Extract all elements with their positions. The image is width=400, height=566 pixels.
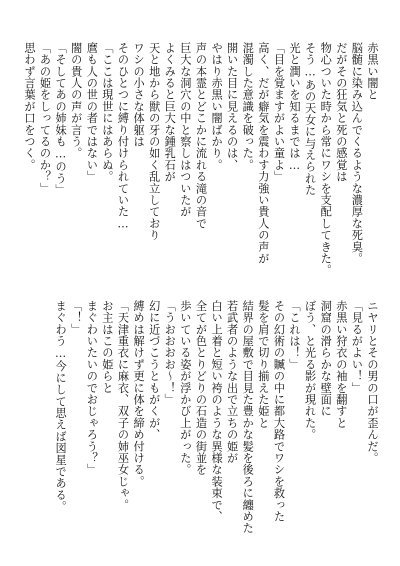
text-line: 思わず言葉が口をつく。: [22, 42, 36, 171]
text-line: 縛めは解けず更に体を締め付ける。: [132, 300, 146, 488]
text-line: 「そしてあの姉妹も…のう」: [54, 42, 68, 196]
text-line: ニヤリとその男の口が歪んだ。: [366, 300, 379, 464]
text-line: 赤黒い闇と: [366, 42, 379, 101]
text-line: だがその狂気と死の感覚は: [334, 42, 348, 183]
text-line: そのひとつに縛り付けられていた…: [116, 42, 130, 231]
text-line: 赤黒い狩衣の袖を翻すと: [334, 300, 348, 429]
text-line: まぐわいたいのでおじゃろう？」: [85, 300, 99, 476]
top-text-block: [21, 42, 380, 282]
text-line: 「あの姫をしってるのか？」: [38, 42, 52, 195]
text-line: 脳髄に染み込んでくるような濃厚な死臭。: [350, 42, 364, 265]
text-line: 巨大な洞穴の中と察しはついたが: [178, 42, 192, 218]
text-line: 全てが色とりどりの石造の街並を: [194, 300, 208, 476]
text-line: 高く、だが癖気を震わす力強い貴人の声が: [256, 42, 270, 265]
text-line: 髪を肩で切り揃えた姫と: [256, 300, 270, 429]
text-line: 光と潤いを知るまでは…: [288, 42, 302, 173]
text-line: 歩いている姿が浮かび上がった。: [178, 300, 192, 476]
text-line: 「ここは現世にはあらぬ。: [100, 42, 114, 183]
text-line: やはり赤黒い闇ばかり。: [210, 42, 224, 171]
text-line: 闇の貴人の声が言う。: [69, 42, 83, 159]
text-line: 混濁した意識を破った。: [241, 42, 255, 171]
text-line: その幻術の贓の中に都大路でワシを救った: [272, 300, 286, 523]
text-line: 「これは！」: [288, 300, 302, 371]
text-line: 「見るがよい！」: [350, 300, 364, 394]
text-line: 「天津重衣に麻衣、双子の姉巫女じゃ。: [116, 300, 130, 511]
text-line: よくみると巨大な鍾乳石が: [163, 42, 177, 183]
text-line: ぼう、と光る影が現れた。: [303, 300, 317, 441]
text-line: 洞窟の滑らかな壁面に: [319, 300, 333, 417]
text-line: お主はこの姫らと: [100, 300, 114, 394]
text-line: 幻に近づこうともがくが、: [147, 300, 161, 441]
text-line: 結界の屋敷で目見た豊かな髪を後ろに纏めた: [241, 300, 255, 534]
text-line: 「うおおおお〜！」: [163, 300, 177, 406]
text-line: まぐわう…今にして思えば図星である。: [54, 300, 68, 513]
text-line: 「！」: [69, 300, 83, 336]
text-line: ワシの小さな体躯は: [132, 42, 146, 148]
text-line: 開いた目に見えるのは、: [225, 42, 239, 171]
bottom-text-block: [53, 300, 380, 540]
text-line: 天と地から獣の牙の如く乱立しており: [147, 42, 161, 241]
text-line: 白い上着と短い袴のような異様な装束で、: [210, 300, 224, 523]
text-line: そう…あの天女に与えられた: [303, 42, 317, 196]
text-line: 麿も人の世の者ではない」: [85, 42, 99, 183]
text-line: 声の本霊とどこかに流れる滝の音で: [194, 42, 208, 230]
text-line: 「目を覚ますがよい童よ」: [272, 42, 286, 183]
text-line: 若武者のような出で立ちの姫が: [225, 300, 239, 464]
text-line: 物心ついた時から常にワシを支配してきた。: [319, 42, 333, 276]
